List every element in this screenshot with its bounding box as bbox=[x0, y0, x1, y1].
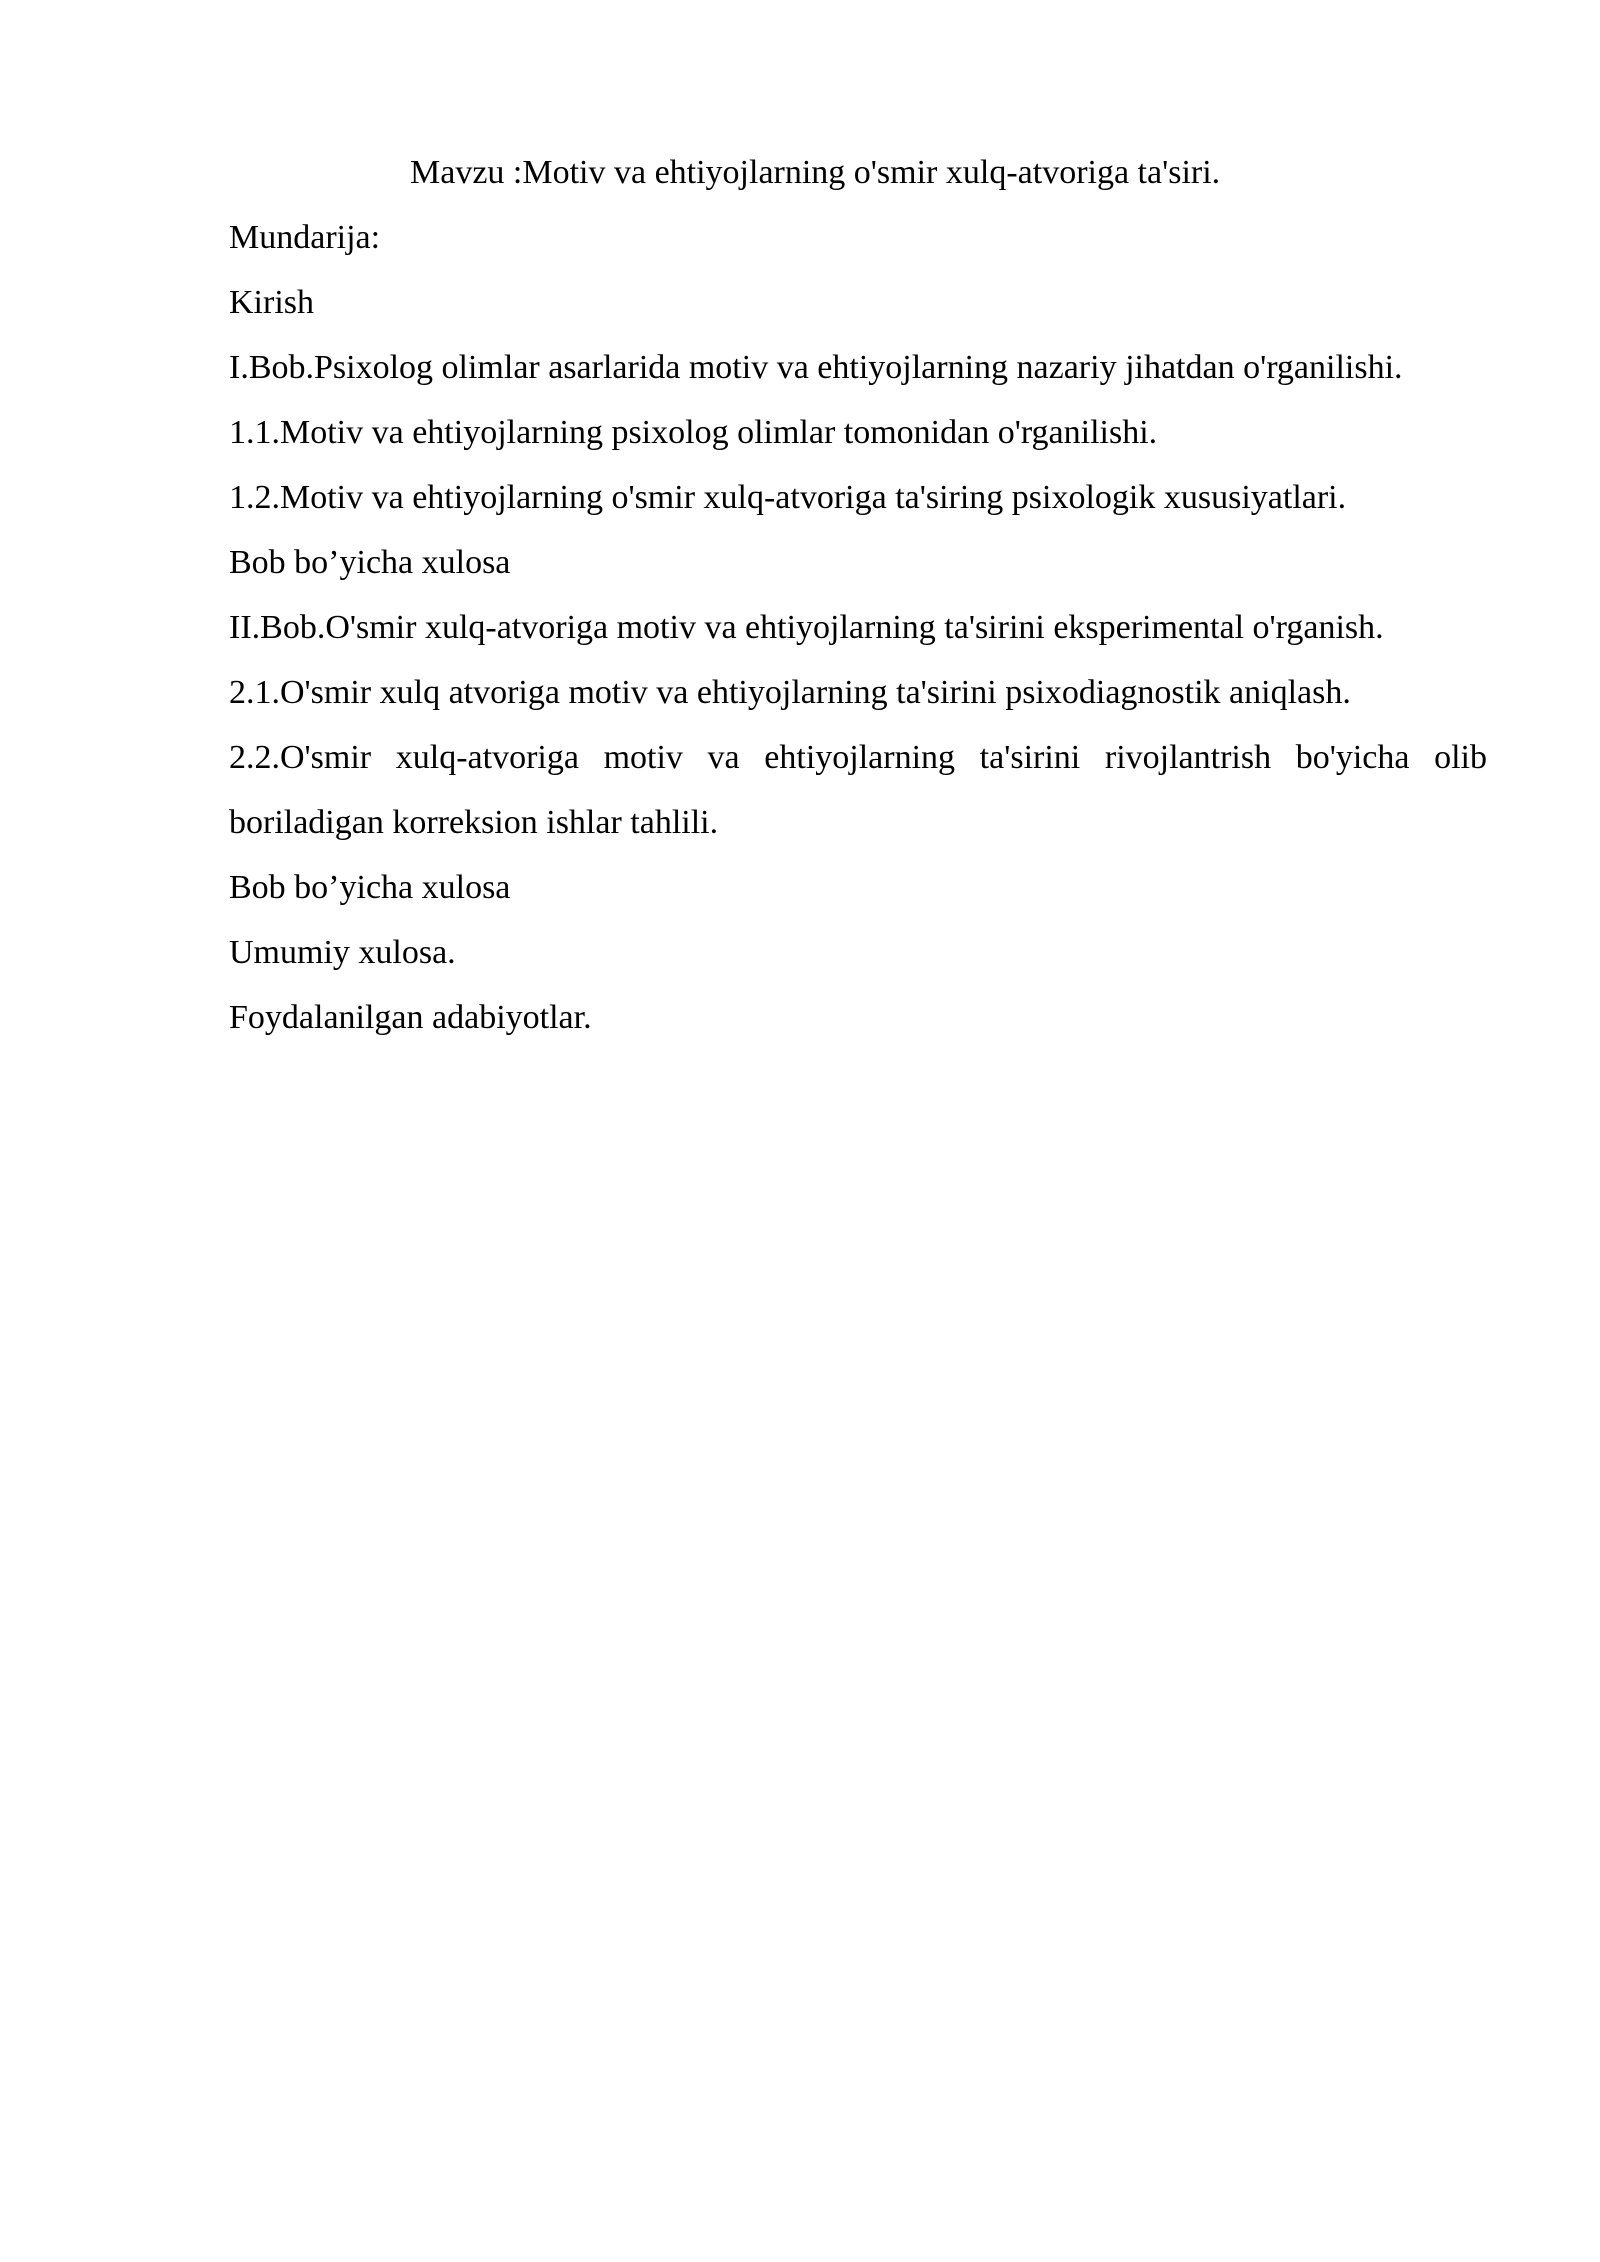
toc-entry-1-1: 1.1.Motiv va ehtiyojlarning psixolog olimlar tomonidan o'rganilishi. bbox=[229, 414, 1158, 451]
toc-entry-1-2: 1.2.Motiv va ehtiyojlarning o'smir xulq-atvoriga ta'siring psixologik xususiyatlari. bbox=[229, 479, 1347, 516]
toc-entry-references: Foydalanilgan adabiyotlar. bbox=[229, 999, 592, 1036]
toc-entry-chapter-1: I.Bob.Psixolog olimlar asarlarida motiv va ehtiyojlarning nazariy jihatdan o'rganilishi. bbox=[229, 349, 1403, 386]
toc-entry-general-conclusion: Umumiy xulosa. bbox=[229, 934, 456, 971]
toc-heading: Mundarija: bbox=[229, 219, 381, 256]
toc-entry-chapter-1-conclusion: Bob bo’yicha xulosa bbox=[229, 544, 511, 581]
toc-entry-intro: Kirish bbox=[229, 284, 314, 321]
toc-entry-2-2: 2.2.O'smir xulq-atvoriga motiv va ehtiyojlarning ta'sirini rivojlantrish bo'yicha olib boriladigan korreksion ishlar tahlili. bbox=[229, 739, 1487, 841]
document-content bbox=[229, 140, 1487, 1050]
toc-entry-chapter-2: II.Bob.O'smir xulq-atvoriga motiv va ehtiyojlarning ta'sirini eksperimental o'rganish. bbox=[229, 609, 1384, 646]
toc-entry-2-1: 2.1.O'smir xulq atvoriga motiv va ehtiyojlarning ta'sirini psixodiagnostik aniqlash. bbox=[229, 674, 1351, 711]
toc-entry-chapter-2-conclusion: Bob bo’yicha xulosa bbox=[229, 869, 511, 906]
document-title: Mavzu :Motiv va ehtiyojlarning o'smir xulq-atvoriga ta'siri. bbox=[410, 154, 1221, 191]
